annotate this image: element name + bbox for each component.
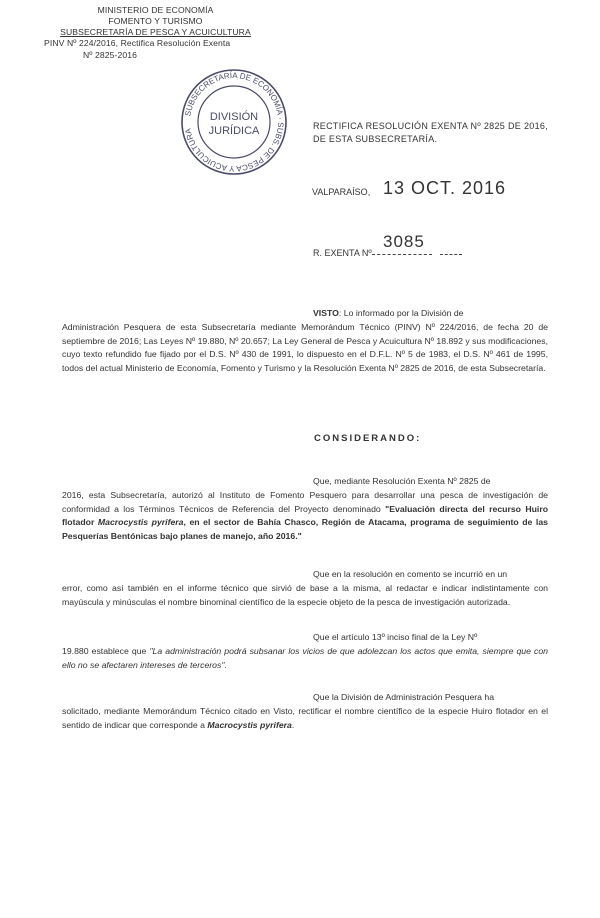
considerando-3-body bbox=[62, 645, 548, 672]
stamp-line-division: DIVISIÓN bbox=[209, 111, 259, 123]
header-resolution-number: Nº 2825-2016 bbox=[83, 50, 138, 60]
stamp-line-juridica: JURÍDICA bbox=[208, 125, 260, 137]
considerando-1-first-line: Que, mediante Resolución Exenta Nº 2825 de bbox=[313, 476, 491, 486]
header-fomento: FOMENTO Y TURISMO bbox=[108, 16, 203, 26]
considerando-1-species: Macrocystis pyrifera bbox=[97, 517, 184, 528]
considerando-2-first-line: Que en la resolución en comento se incurrió en un bbox=[313, 569, 508, 579]
place-label: VALPARAÍSO, bbox=[312, 187, 371, 197]
considerando-4-species: Macrocystis pyrifera bbox=[207, 719, 292, 730]
considerando-heading: CONSIDERANDO: bbox=[314, 433, 422, 444]
considerando-2-body: error, como así también en el informe técnico que sirvió de base a la misma, al redactar e indicar indistintamente con mayúscula y minúsculas el nombre binominal científico de la especie objeto de la pesca de investigación autorizada. bbox=[62, 583, 548, 607]
division-juridica-stamp bbox=[178, 66, 290, 178]
visto-body: Administración Pesquera de esta Subsecretaría mediante Memorándum Técnico (PINV) Nº 224/2016, de fecha 20 de septiembre de 2016; Las Leyes Nº 19.880, Nº 20.657; La Ley General de Pesca y Acuicultura Nº 18.892 y sus modificaciones, cuyo texto refundido fue fijado por el D.S. Nº 430 de 1991, lo dispuesto en el D.F.L. Nº 5 de 1983, el D.S. Nº 461 de 1995, todos del actual Ministerio de Economía, Fomento y Turismo y la Resolución Exenta Nº 2825 de 2016, de esta Subsecretaría. bbox=[62, 322, 548, 373]
document-title: RECTIFICA RESOLUCIÓN EXENTA Nº 2825 DE 2016, DE ESTA SUBSECRETARÍA. bbox=[313, 121, 548, 144]
resolution-exenta-label: R. EXENTA Nº bbox=[313, 248, 372, 258]
resolution-number-blank-2 bbox=[440, 254, 462, 255]
considerando-1-project-name: "Evaluación directa del recurso Huiro flotador bbox=[62, 503, 549, 528]
considerando-3-quote: "La administración podrá subsanar los vicios de que adolezcan los actos que emita, siempre que con ello no se afectaren intereses de terceros". bbox=[62, 646, 549, 670]
date-stamp: 13 OCT. 2016 bbox=[383, 178, 507, 198]
stamp-ring-text: SUBSECRETARÍA DE ECONOMÍA · SUBS. DE PESCA Y ACUICULTURA bbox=[183, 70, 286, 174]
resolution-number-stamp: 3085 bbox=[383, 232, 425, 251]
considerando-3-first-line: Que el artículo 13º inciso final de la Ley Nº bbox=[313, 632, 478, 642]
considerando-1-text: 2016, esta Subsecretaría, autorizó al Instituto de Fomento Pesquero para desarrollar una pesca de investigación de conformidad a los Términos Técnicos de Referencia del Proyecto denominado bbox=[62, 490, 548, 514]
resolution-number-blank bbox=[372, 254, 432, 255]
header-pinv-reference: PINV Nº 224/2016, Rectifica Resolución Exenta bbox=[44, 38, 231, 48]
header-subsecretaria: SUBSECRETARÍA DE PESCA Y ACUICULTURA bbox=[60, 27, 251, 37]
considerando-1-project-name-end: , en el sector de Bahía Chasco, Región de Atacama, programa de seguimiento de las Pesquerías Bentónicas bajo planes de manejo, año 2016." bbox=[62, 517, 548, 541]
visto-first-line bbox=[313, 307, 548, 321]
header-ministry: MINISTERIO DE ECONOMÍA bbox=[97, 5, 214, 15]
visto-first-text: : Lo informado por la División de bbox=[338, 308, 464, 318]
considerando-4-first-line: Que la División de Administración Pesquera ha bbox=[313, 692, 495, 702]
considerando-3-text: 19.880 establece que bbox=[62, 646, 150, 656]
considerando-4-text: solicitado, mediante Memorándum Técnico citado en Visto, rectificar el nombre científico de la especie Huiro flotador en el sentido de indicar que corresponde a bbox=[62, 706, 548, 730]
considerando-4-body bbox=[62, 705, 548, 732]
considerando-1-body bbox=[62, 489, 548, 543]
visto-label: VISTO bbox=[313, 308, 339, 318]
considerando-4-end: . bbox=[291, 719, 295, 730]
